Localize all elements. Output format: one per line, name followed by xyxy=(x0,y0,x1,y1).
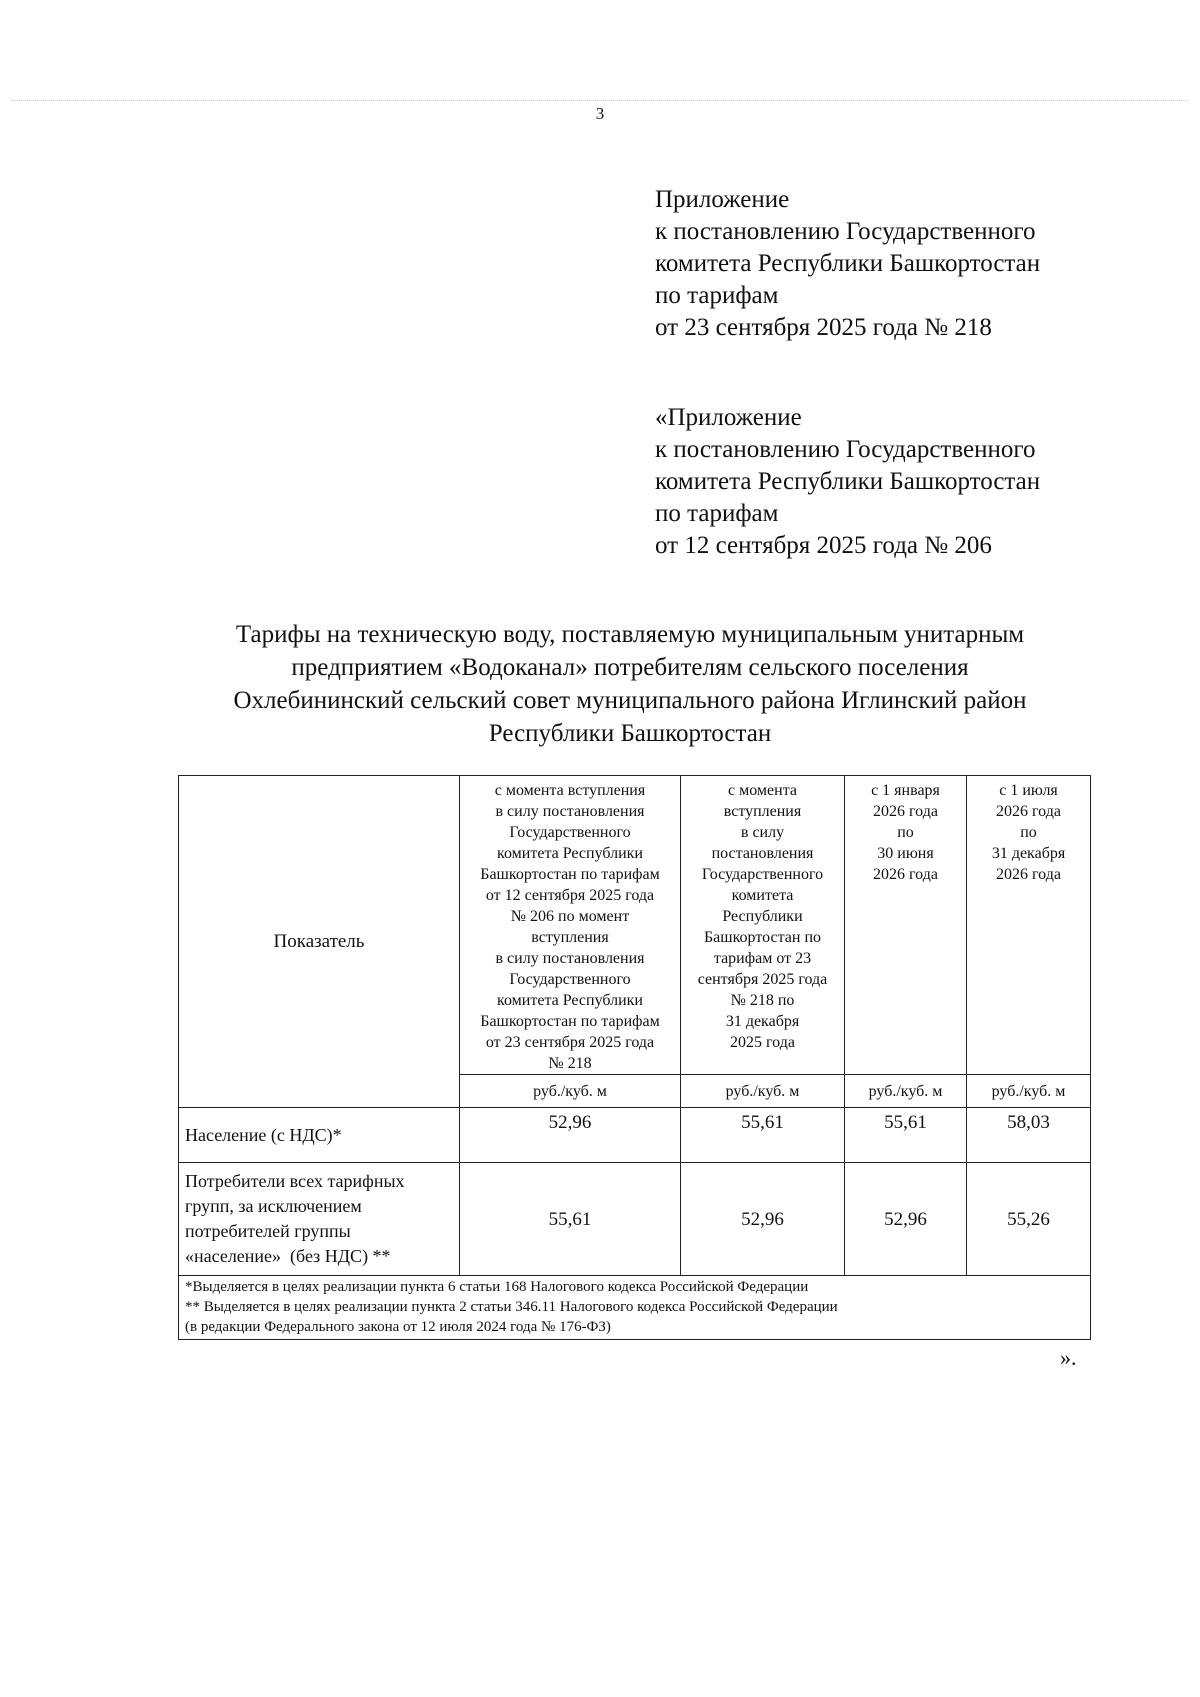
period-header-line: от 12 сентября 2025 года xyxy=(485,887,655,904)
table-cell-value: 52,96 xyxy=(845,1163,967,1276)
document-title xyxy=(160,618,1100,750)
period-header-line: комитета Республики xyxy=(497,845,643,862)
period-header-line: Башкортостан по тарифам xyxy=(480,866,660,883)
table-row xyxy=(179,1108,1091,1163)
appendix-previous-line: комитета Республики Башкортостан xyxy=(655,468,1041,495)
period-header-line: комитета xyxy=(731,887,794,904)
appendix-current-line: комитета Республики Башкортостан xyxy=(655,250,1041,277)
page-number: 3 xyxy=(595,104,605,123)
row-label xyxy=(179,1108,460,1163)
appendix-previous-line: «Приложение xyxy=(655,404,802,431)
row-label xyxy=(179,1163,460,1276)
appendix-current-line: к постановлению Государственного xyxy=(655,218,1036,245)
period-header-line: 2026 года xyxy=(873,803,938,820)
period-header-line: Республики xyxy=(722,908,803,925)
period-header-line: 2026 года xyxy=(873,866,938,883)
period-header-line: постановления xyxy=(711,845,814,862)
appendix-previous xyxy=(655,402,1040,562)
unit-cell: руб./куб. м xyxy=(681,1075,845,1108)
table-cell-value: 55,26 xyxy=(967,1163,1091,1276)
period-header-line: Государственного xyxy=(701,866,824,883)
appendix-current-line: от 23 сентября 2025 года № 218 xyxy=(655,314,992,341)
appendix-current-line: по тарифам xyxy=(655,282,779,309)
period-header-line: в силу xyxy=(740,824,785,841)
footnote: ** Выделяется в целях реализации пункта 2 статьи 346.11 Налогового кодекса Российской Федерации xyxy=(185,1299,838,1315)
period-header-line: с 1 июля xyxy=(999,782,1058,799)
period-header-line: № 218 по xyxy=(730,992,795,1009)
period-header-line: № 218 xyxy=(548,1055,592,1072)
table-cell-value: 55,61 xyxy=(460,1163,681,1276)
period-header-line: комитета Республики xyxy=(497,992,643,1009)
unit-cell: руб./куб. м xyxy=(460,1075,681,1108)
period-header-line: в силу постановления xyxy=(495,950,645,967)
indicator-header: Показатель xyxy=(179,776,460,1108)
period-header-line: 2025 года xyxy=(730,1034,795,1051)
table-cell-value: 55,61 xyxy=(681,1108,845,1163)
period-header-line: от 23 сентября 2025 года xyxy=(485,1034,655,1051)
period-header-line: с момента xyxy=(728,782,797,799)
period-header-line: Государственного xyxy=(509,824,631,841)
appendix-current xyxy=(655,184,1040,344)
period-header-line: 31 декабря xyxy=(725,1013,800,1030)
unit-cell: руб./куб. м xyxy=(845,1075,967,1108)
period-header-line: 2026 года xyxy=(996,803,1061,820)
period-header-line: 30 июня xyxy=(877,845,934,862)
period-header-line: Башкортостан по xyxy=(703,929,822,946)
appendix-previous-line: по тарифам xyxy=(655,500,779,527)
period-header-line: 2026 года xyxy=(996,866,1061,883)
footnote: *Выделяется в целях реализации пункта 6 статьи 168 Налогового кодекса Российской Федерации xyxy=(185,1279,809,1295)
row-label-line: Потребители всех тарифных xyxy=(185,1171,405,1191)
period-header-line: в силу постановления xyxy=(495,803,645,820)
period-header-2 xyxy=(681,776,845,1075)
title-line: предприятием «Водоканал» потребителям сельского поселения xyxy=(291,654,969,681)
table-row xyxy=(179,1163,1091,1276)
table-cell-value: 55,61 xyxy=(845,1108,967,1163)
appendix-current-line: Приложение xyxy=(655,186,790,213)
row-label-line: «население» (без НДС) ** xyxy=(185,1246,391,1266)
closing-quote-mark: ». xyxy=(1060,1345,1077,1370)
table-cell-value: 58,03 xyxy=(967,1108,1091,1163)
table-cell-value: 52,96 xyxy=(681,1163,845,1276)
row-label-line: потребителей группы xyxy=(185,1221,351,1241)
period-header-line: сентября 2025 года xyxy=(697,971,828,988)
period-header-line: тарифам от 23 xyxy=(713,950,812,967)
tariff-table xyxy=(178,775,1091,1340)
row-label-line: групп, за исключением xyxy=(185,1196,362,1216)
period-header-line: Башкортостан по тарифам xyxy=(480,1013,660,1030)
period-header-line: вступления xyxy=(531,929,609,946)
table-cell-value: 52,96 xyxy=(460,1108,681,1163)
title-line: Республики Башкортостан xyxy=(488,720,772,747)
period-header-line: по xyxy=(1020,824,1037,841)
row-label-line: Население (с НДС)* xyxy=(185,1124,342,1145)
period-header-line: по xyxy=(897,824,914,841)
period-header-4 xyxy=(967,776,1091,1075)
table-footnotes xyxy=(179,1276,1091,1340)
page-top-rule xyxy=(12,100,1188,101)
period-header-line: вступления xyxy=(723,803,802,820)
period-header-1 xyxy=(460,776,681,1075)
title-line: Тарифы на техническую воду, поставляемую муниципальным унитарным xyxy=(235,621,1025,648)
period-header-line: с 1 января xyxy=(871,782,940,799)
footnote: (в редакции Федерального закона от 12 июля 2024 года № 176-ФЗ) xyxy=(185,1319,611,1335)
period-header-3 xyxy=(845,776,967,1075)
period-header-line: № 206 по момент xyxy=(510,908,630,925)
unit-cell: руб./куб. м xyxy=(967,1075,1091,1108)
appendix-previous-line: от 12 сентября 2025 года № 206 xyxy=(655,532,992,559)
title-line: Охлебининский сельский совет муниципального района Иглинский район xyxy=(233,687,1027,714)
appendix-previous-line: к постановлению Государственного xyxy=(655,436,1036,463)
period-header-line: 31 декабря xyxy=(991,845,1066,862)
period-header-line: с момента вступления xyxy=(494,782,646,799)
period-header-line: Государственного xyxy=(509,971,631,988)
